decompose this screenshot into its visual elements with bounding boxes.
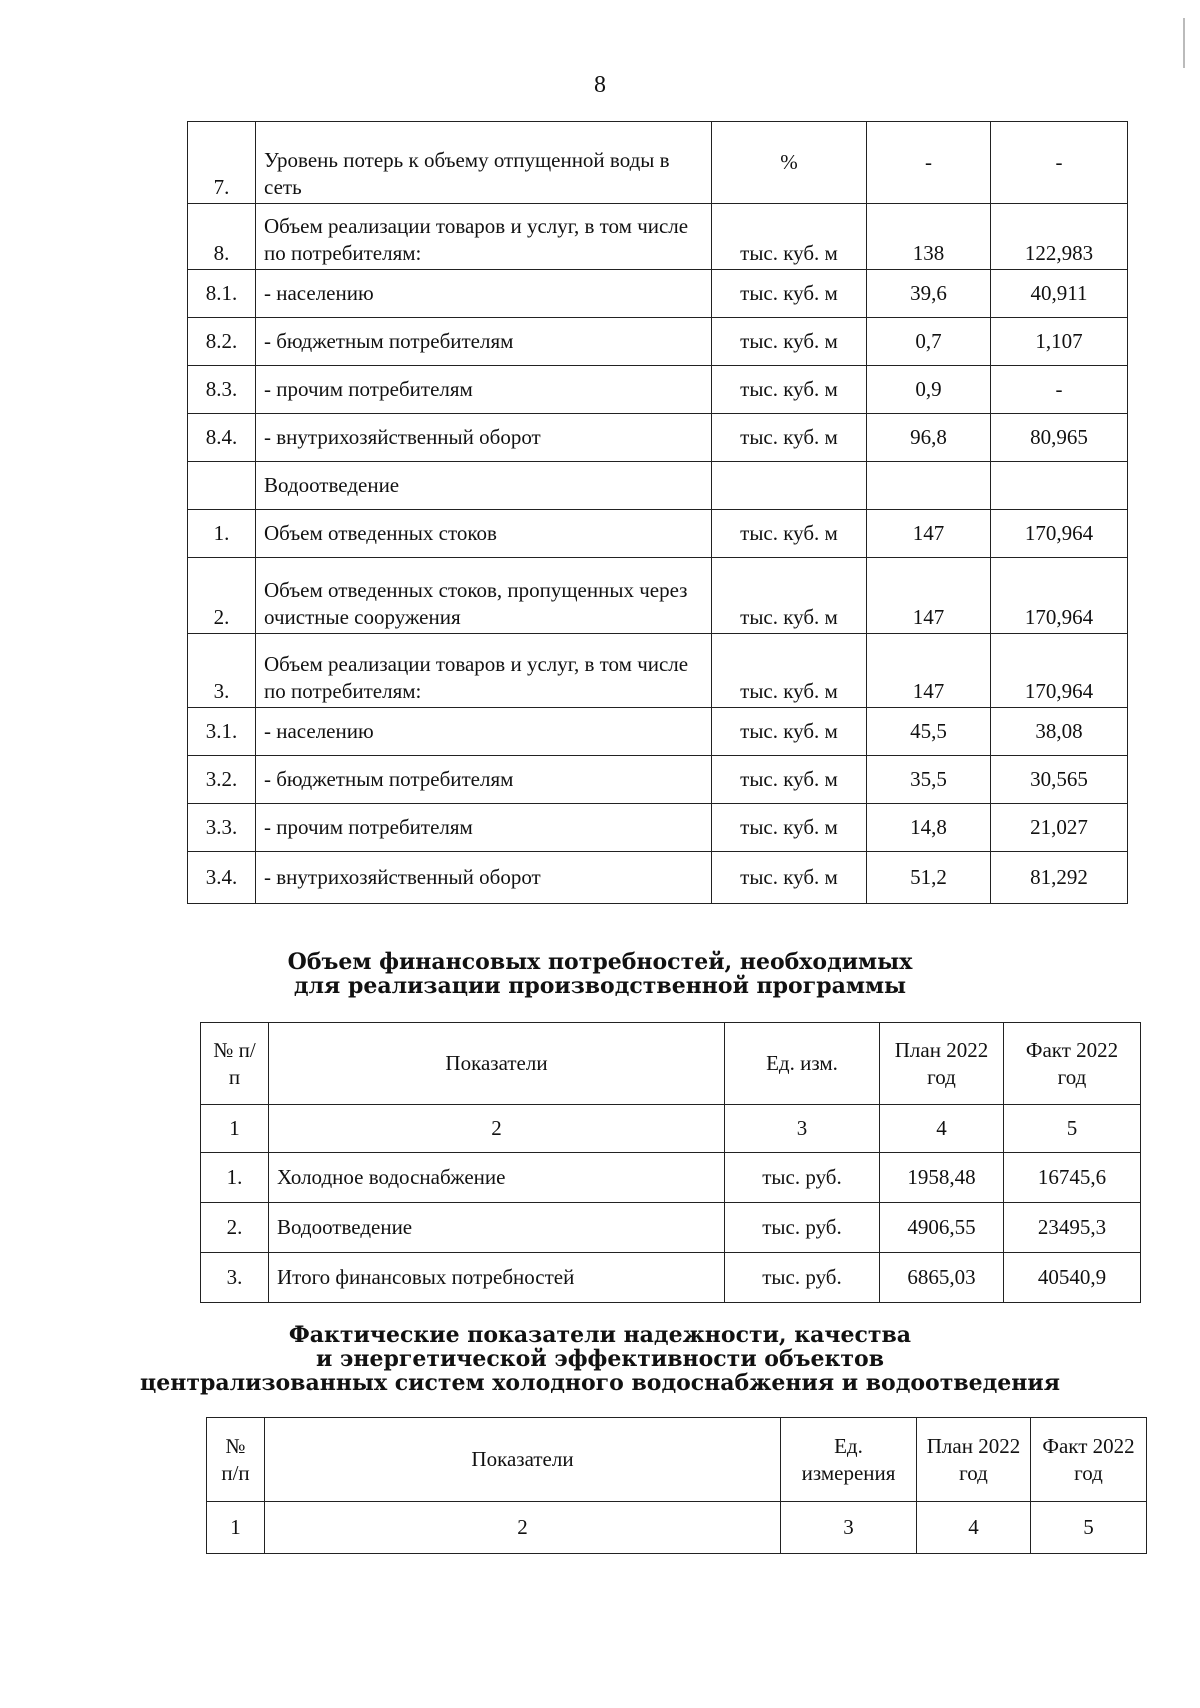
row-plan <box>867 462 991 510</box>
row-number: 8.2. <box>188 318 256 366</box>
row-unit: тыс. куб. м <box>712 756 867 804</box>
row-fact: 122,983 <box>991 204 1128 270</box>
table-row <box>188 510 1128 558</box>
row-plan: 0,9 <box>867 366 991 414</box>
row-number: 8.4. <box>188 414 256 462</box>
row-plan: 147 <box>867 558 991 634</box>
header-fact: Факт 2022 год <box>1031 1418 1147 1502</box>
row-plan: 147 <box>867 510 991 558</box>
col-number: 2 <box>269 1105 725 1153</box>
table-row <box>188 366 1128 414</box>
table-row <box>201 1153 1141 1203</box>
row-label: Объем отведенных стоков, пропущенных через очистные сооружения <box>256 558 712 634</box>
row-plan: 6865,03 <box>880 1253 1004 1303</box>
table-row <box>188 634 1128 708</box>
row-label: - бюджетным потребителям <box>256 318 712 366</box>
row-plan: 4906,55 <box>880 1203 1004 1253</box>
col-number: 4 <box>917 1502 1031 1554</box>
row-label: - населению <box>256 708 712 756</box>
finance-title-line-1: Объем финансовых потребностей, необходимых <box>287 949 913 975</box>
row-plan: 138 <box>867 204 991 270</box>
header-unit: Ед. изм. <box>725 1023 880 1105</box>
row-unit: тыс. руб. <box>725 1153 880 1203</box>
row-plan: 96,8 <box>867 414 991 462</box>
row-fact: 40,911 <box>991 270 1128 318</box>
row-label: Итого финансовых потребностей <box>269 1253 725 1303</box>
row-plan: 0,7 <box>867 318 991 366</box>
row-label: Объем реализации товаров и услуг, в том числе по потребителям: <box>256 204 712 270</box>
row-unit: тыс. куб. м <box>712 204 867 270</box>
finance-table <box>200 1022 1141 1303</box>
col-number: 2 <box>265 1502 781 1554</box>
row-number: 3.2. <box>188 756 256 804</box>
table-row <box>188 122 1128 204</box>
row-unit: тыс. куб. м <box>712 558 867 634</box>
row-number: 7. <box>188 122 256 204</box>
row-fact: 30,565 <box>991 756 1128 804</box>
row-fact: - <box>991 366 1128 414</box>
row-fact: 170,964 <box>991 510 1128 558</box>
finance-title-line-2: для реализации производственной программы <box>293 973 907 999</box>
row-label: - прочим потребителям <box>256 804 712 852</box>
row-number: 2. <box>201 1203 269 1253</box>
row-fact: 21,027 <box>991 804 1128 852</box>
row-unit: тыс. куб. м <box>712 318 867 366</box>
row-fact <box>991 462 1128 510</box>
row-label: - внутрихозяйственный оборот <box>256 852 712 904</box>
col-number: 3 <box>781 1502 917 1554</box>
table-header-row <box>207 1418 1147 1502</box>
row-label: Объем реализации товаров и услуг, в том числе по потребителям: <box>256 634 712 708</box>
row-plan: 39,6 <box>867 270 991 318</box>
col-number: 5 <box>1031 1502 1147 1554</box>
row-unit: тыс. куб. м <box>712 366 867 414</box>
row-plan: 14,8 <box>867 804 991 852</box>
row-fact: 38,08 <box>991 708 1128 756</box>
row-fact: - <box>991 122 1128 204</box>
table-row <box>201 1253 1141 1303</box>
table-row <box>188 414 1128 462</box>
row-fact: 40540,9 <box>1004 1253 1141 1303</box>
row-unit: % <box>712 122 867 204</box>
header-plan: План 2022 год <box>880 1023 1004 1105</box>
table-row <box>188 318 1128 366</box>
column-number-row <box>201 1105 1141 1153</box>
row-unit: тыс. куб. м <box>712 414 867 462</box>
table-row <box>188 708 1128 756</box>
row-number: 1. <box>201 1153 269 1203</box>
column-number-row <box>207 1502 1147 1554</box>
row-label: - внутрихозяйственный оборот <box>256 414 712 462</box>
row-label: Объем отведенных стоков <box>256 510 712 558</box>
row-number: 3.3. <box>188 804 256 852</box>
row-label: Уровень потерь к объему отпущенной воды в сеть <box>256 122 712 204</box>
row-plan: 1958,48 <box>880 1153 1004 1203</box>
row-label: Холодное водоснабжение <box>269 1153 725 1203</box>
row-label: - населению <box>256 270 712 318</box>
row-fact: 170,964 <box>991 558 1128 634</box>
water-volumes-table <box>187 121 1128 904</box>
row-plan: 35,5 <box>867 756 991 804</box>
row-fact: 16745,6 <box>1004 1153 1141 1203</box>
row-number: 8.3. <box>188 366 256 414</box>
row-unit: тыс. куб. м <box>712 510 867 558</box>
col-number: 3 <box>725 1105 880 1153</box>
table-header-row <box>201 1023 1141 1105</box>
reliability-section-title <box>0 1323 1200 1395</box>
row-fact: 80,965 <box>991 414 1128 462</box>
header-num: № п/п <box>201 1023 269 1105</box>
table-row <box>188 270 1128 318</box>
reliability-table <box>206 1417 1147 1554</box>
row-fact: 170,964 <box>991 634 1128 708</box>
row-label: - бюджетным потребителям <box>256 756 712 804</box>
row-plan: - <box>867 122 991 204</box>
finance-section-title <box>0 950 1200 998</box>
col-number: 1 <box>207 1502 265 1554</box>
row-number: 8.1. <box>188 270 256 318</box>
row-label: - прочим потребителям <box>256 366 712 414</box>
row-unit: тыс. куб. м <box>712 634 867 708</box>
row-plan: 51,2 <box>867 852 991 904</box>
row-fact: 81,292 <box>991 852 1128 904</box>
row-plan: 147 <box>867 634 991 708</box>
reliability-title-line-3: централизованных систем холодного водоснабжения и водоотведения <box>140 1370 1060 1396</box>
row-number: 3.1. <box>188 708 256 756</box>
table-row <box>188 756 1128 804</box>
scan-edge-mark <box>1183 18 1185 68</box>
col-number: 1 <box>201 1105 269 1153</box>
page-number: 8 <box>594 72 606 98</box>
header-plan: План 2022 год <box>917 1418 1031 1502</box>
row-unit: тыс. руб. <box>725 1253 880 1303</box>
col-number: 5 <box>1004 1105 1141 1153</box>
row-label: Водоотведение <box>269 1203 725 1253</box>
header-indicator: Показатели <box>269 1023 725 1105</box>
header-num: № п/п <box>207 1418 265 1502</box>
row-number <box>188 462 256 510</box>
row-number: 1. <box>188 510 256 558</box>
row-fact: 1,107 <box>991 318 1128 366</box>
section-label: Водоотведение <box>256 462 712 510</box>
table-row <box>188 204 1128 270</box>
row-unit: тыс. куб. м <box>712 270 867 318</box>
header-indicator: Показатели <box>265 1418 781 1502</box>
row-unit: тыс. куб. м <box>712 804 867 852</box>
table-row <box>188 804 1128 852</box>
row-number: 2. <box>188 558 256 634</box>
col-number: 4 <box>880 1105 1004 1153</box>
row-unit <box>712 462 867 510</box>
row-number: 8. <box>188 204 256 270</box>
table-row <box>201 1203 1141 1253</box>
row-fact: 23495,3 <box>1004 1203 1141 1253</box>
row-plan: 45,5 <box>867 708 991 756</box>
row-number: 3. <box>201 1253 269 1303</box>
row-number: 3.4. <box>188 852 256 904</box>
reliability-title-line-2: и энергетической эффективности объектов <box>316 1346 884 1372</box>
header-unit: Ед. измерения <box>781 1418 917 1502</box>
table-row <box>188 852 1128 904</box>
header-fact: Факт 2022 год <box>1004 1023 1141 1105</box>
table-row <box>188 558 1128 634</box>
row-unit: тыс. куб. м <box>712 708 867 756</box>
row-number: 3. <box>188 634 256 708</box>
row-unit: тыс. куб. м <box>712 852 867 904</box>
section-row-sewerage <box>188 462 1128 510</box>
reliability-title-line-1: Фактические показатели надежности, качества <box>288 1322 912 1348</box>
row-unit: тыс. руб. <box>725 1203 880 1253</box>
